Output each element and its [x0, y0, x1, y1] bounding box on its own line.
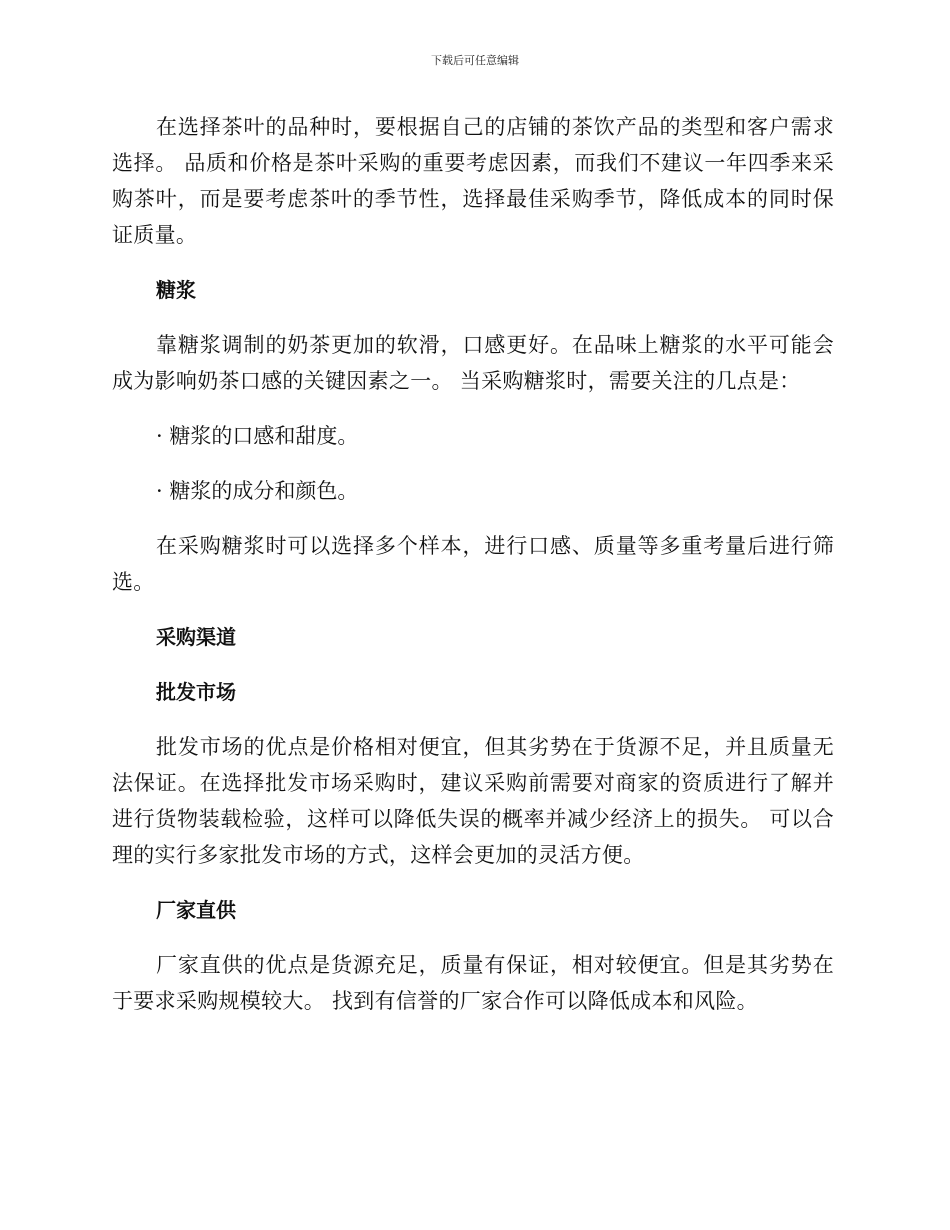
document-body [112, 109, 834, 1038]
paragraph-syrup-sampling: 在采购糖浆时可以选择多个样本，进行口感、质量等多重考量后进行筛选。 [112, 534, 834, 594]
paragraph-factory-direct: 厂家直供的优点是货源充足，质量有保证，相对较便宜。但是其劣势在于要求采购规模较大。 找到有信誉的厂家合作可以降低成本和风险。 [112, 953, 834, 1013]
heading-syrup: 糖浆 [156, 278, 196, 302]
bullet-syrup-taste: · 糖浆的口感和甜度。 [156, 424, 359, 448]
heading-factory-direct: 厂家直供 [156, 898, 236, 922]
bullet-syrup-ingredients: · 糖浆的成分和颜色。 [156, 479, 359, 503]
page-header: 下载后可任意编辑 [431, 54, 519, 67]
heading-wholesale-market: 批发市场 [156, 680, 236, 704]
paragraph-wholesale-market: 批发市场的优点是价格相对便宜，但其劣势在于货源不足，并且质量无法保证。在选择批发市场采购时，建议采购前需要对商家的资质进行了解并进行货物装载检验，这样可以降低失误的概率并减少经济上的损失。 可以合理的实行多家批发市场的方式，这样会更加的灵活方便。 [112, 735, 834, 867]
heading-purchase-channels: 采购渠道 [156, 625, 236, 649]
paragraph-tea-selection: 在选择茶叶的品种时，要根据自己的店铺的茶饮产品的类型和客户需求选择。 品质和价格是茶叶采购的重要考虑因素，而我们不建议一年四季来采购茶叶，而是要考虑茶叶的季节性，选择最佳采购季节，降低成本的同时保证质量。 [112, 115, 834, 247]
paragraph-syrup-intro: 靠糖浆调制的奶茶更加的软滑，口感更好。在品味上糖浆的水平可能会成为影响奶茶口感的关键因素之一。 当采购糖浆时，需要关注的几点是： [112, 333, 834, 393]
